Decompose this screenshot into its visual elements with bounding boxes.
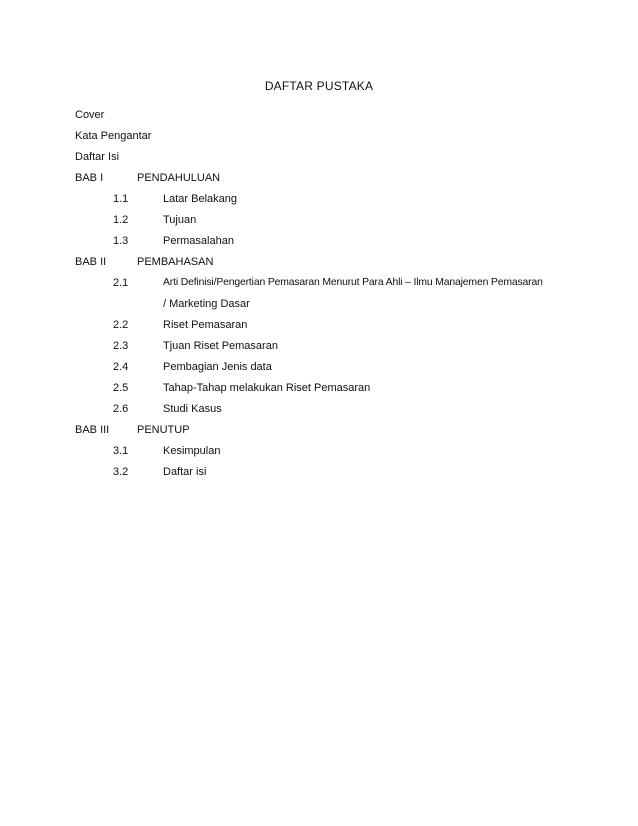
section-title: Arti Definisi/Pengertian Pemasaran Menurut Para Ahli – Ilmu Manajemen Pemasaran: [163, 277, 543, 288]
section-title: Riset Pemasaran: [163, 319, 248, 331]
toc-item-kata-pengantar: Kata Pengantar: [75, 130, 152, 142]
section-number: 2.3: [113, 340, 129, 352]
section-title: Permasalahan: [163, 235, 234, 247]
section-title: Tujuan: [163, 214, 197, 226]
section-title: Pembagian Jenis data: [163, 361, 272, 373]
section-number: 2.6: [113, 403, 129, 415]
section-number: 1.1: [113, 193, 129, 205]
toc-item-daftar-isi: Daftar Isi: [75, 151, 120, 163]
section-number: 1.3: [113, 235, 129, 247]
section-number: 2.4: [113, 361, 129, 373]
chapter-number: BAB II: [75, 256, 107, 268]
section-title: Kesimpulan: [163, 445, 221, 457]
section-title: Tahap-Tahap melakukan Riset Pemasaran: [163, 382, 371, 394]
section-number: 2.2: [113, 319, 129, 331]
chapter-title: PENUTUP: [137, 424, 190, 436]
section-number: 3.1: [113, 445, 129, 457]
section-number: 3.2: [113, 466, 129, 478]
section-title: Tjuan Riset Pemasaran: [163, 340, 278, 352]
section-title: Studi Kasus: [163, 403, 222, 415]
chapter-title: PEMBAHASAN: [137, 256, 214, 268]
section-number: 2.1: [113, 277, 129, 289]
section-title: Latar Belakang: [163, 193, 237, 205]
chapter-number: BAB III: [75, 424, 110, 436]
page-title: DAFTAR PUSTAKA: [264, 79, 374, 93]
section-title: Daftar isi: [163, 466, 207, 478]
toc-item-cover: Cover: [75, 109, 105, 121]
section-number: 2.5: [113, 382, 129, 394]
section-title-continuation: / Marketing Dasar: [163, 298, 250, 310]
section-number: 1.2: [113, 214, 129, 226]
chapter-title: PENDAHULUAN: [137, 172, 221, 184]
chapter-number: BAB I: [75, 172, 104, 184]
